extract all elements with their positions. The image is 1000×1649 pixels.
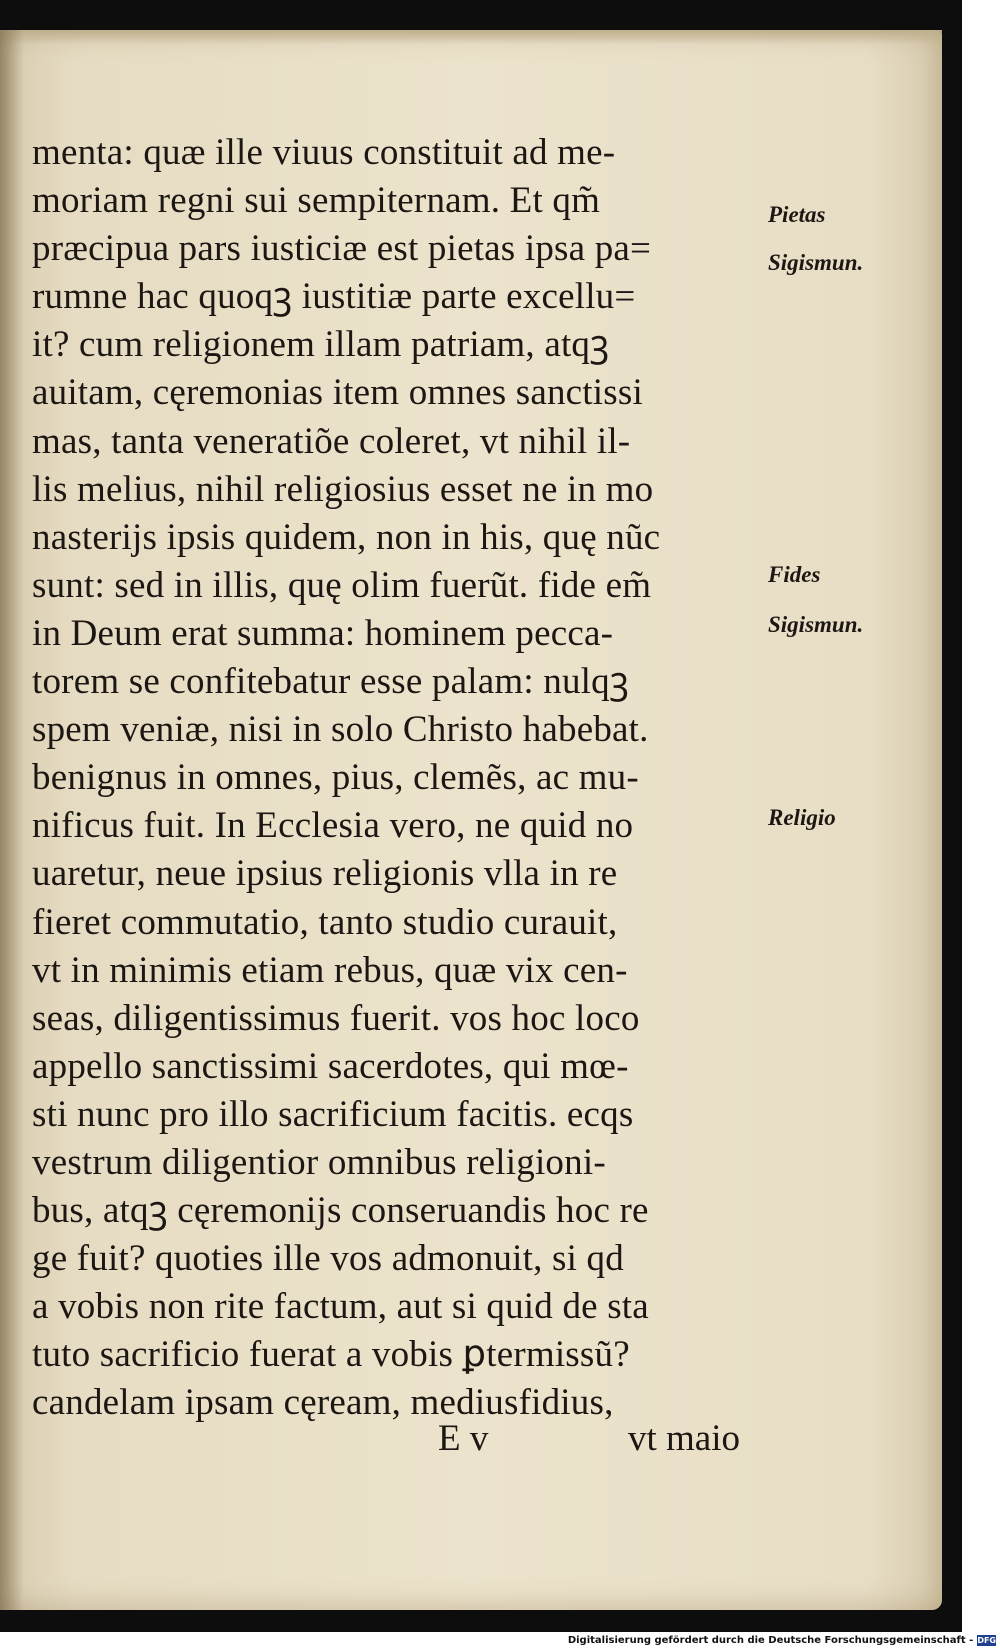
text-line: nificus fuit. In Ecclesia vero, ne quid no (32, 805, 634, 847)
text-line: benignus in omnes, pius, clemẽs, ac mu- (32, 757, 639, 799)
credit-text: Digitalisierung gefördert durch die Deutsche Forschungsgemeinschaft - (567, 1635, 974, 1646)
text-line: præcipua pars iusticiæ est pietas ipsa pa= (32, 228, 652, 270)
text-line: mas, tanta veneratiõe coleret, vt nihil il- (32, 420, 631, 462)
text-line: spem veniæ, nisi in solo Christo habebat. (32, 709, 649, 751)
text-line: vt in minimis etiam rebus, quæ vix cen- (32, 949, 628, 991)
text-line: uaretur, neue ipsius religionis vlla in re (32, 853, 618, 895)
text-line: bus, atqꝫ cęremonijs conseruandis hoc re (32, 1190, 649, 1232)
text-line: lis melius, nihil religiosius esset ne in mo (32, 468, 654, 510)
text-line: it? cum religionem illam patriam, atqꝫ (32, 324, 610, 366)
text-line: nasterijs ipsis quidem, non in his, quę nũc (32, 516, 661, 558)
text-line: moriam regni sui sempiternam. Et qm̃ (32, 180, 601, 222)
text-line: torem se confitebatur esse palam: nulqꝫ (32, 661, 629, 703)
marginal-note-fides: Fides (768, 562, 821, 587)
marginalia (768, 30, 918, 1610)
dfg-logo-icon: DFG (977, 1636, 996, 1645)
marginal-note-pietas-sub: Sigismun. (768, 250, 864, 275)
spine-shadow (0, 30, 24, 1610)
main-text-block (32, 129, 792, 1428)
text-line: seas, diligentissimus fuerit. vos hoc loco (32, 997, 640, 1039)
text-line: candelam ipsam cęream, mediusfidius, (32, 1382, 614, 1424)
digitization-credit-bar (567, 1632, 1000, 1649)
text-line: in Deum erat summa: hominem pecca- (32, 612, 614, 654)
marginal-note-fides-sub: Sigismun. (768, 612, 864, 637)
marginal-note-religio: Religio (768, 805, 836, 830)
text-line: rumne hac quoqꝫ iustitiæ parte excellu= (32, 276, 636, 318)
text-line: sunt: sed in illis, quę olim fuerũt. fide em̃ (32, 564, 652, 606)
text-line: vestrum diligentior omnibus religioni- (32, 1141, 606, 1183)
text-line: tuto sacrificio fuerat a vobis ꝑtermissũ? (32, 1334, 630, 1376)
catchword: vt maio (628, 1418, 741, 1459)
marginal-note-pietas: Pietas (768, 202, 826, 227)
text-line: sti nunc pro illo sacrificium facitis. ecqs (32, 1093, 634, 1135)
signature-mark: E v (438, 1418, 489, 1459)
text-line: appello sanctissimi sacerdotes, qui mœ- (32, 1045, 629, 1087)
text-line: auitam, cęremonias item omnes sanctissi (32, 372, 643, 414)
text-line: ge fuit? quoties ille vos admonuit, si qd (32, 1238, 624, 1280)
book-page (0, 30, 942, 1610)
text-line: menta: quæ ille viuus constituit ad me- (32, 132, 616, 173)
text-line: fieret commutatio, tanto studio curauit, (32, 901, 618, 943)
text-line: a vobis non rite factum, aut si quid de sta (32, 1286, 649, 1328)
